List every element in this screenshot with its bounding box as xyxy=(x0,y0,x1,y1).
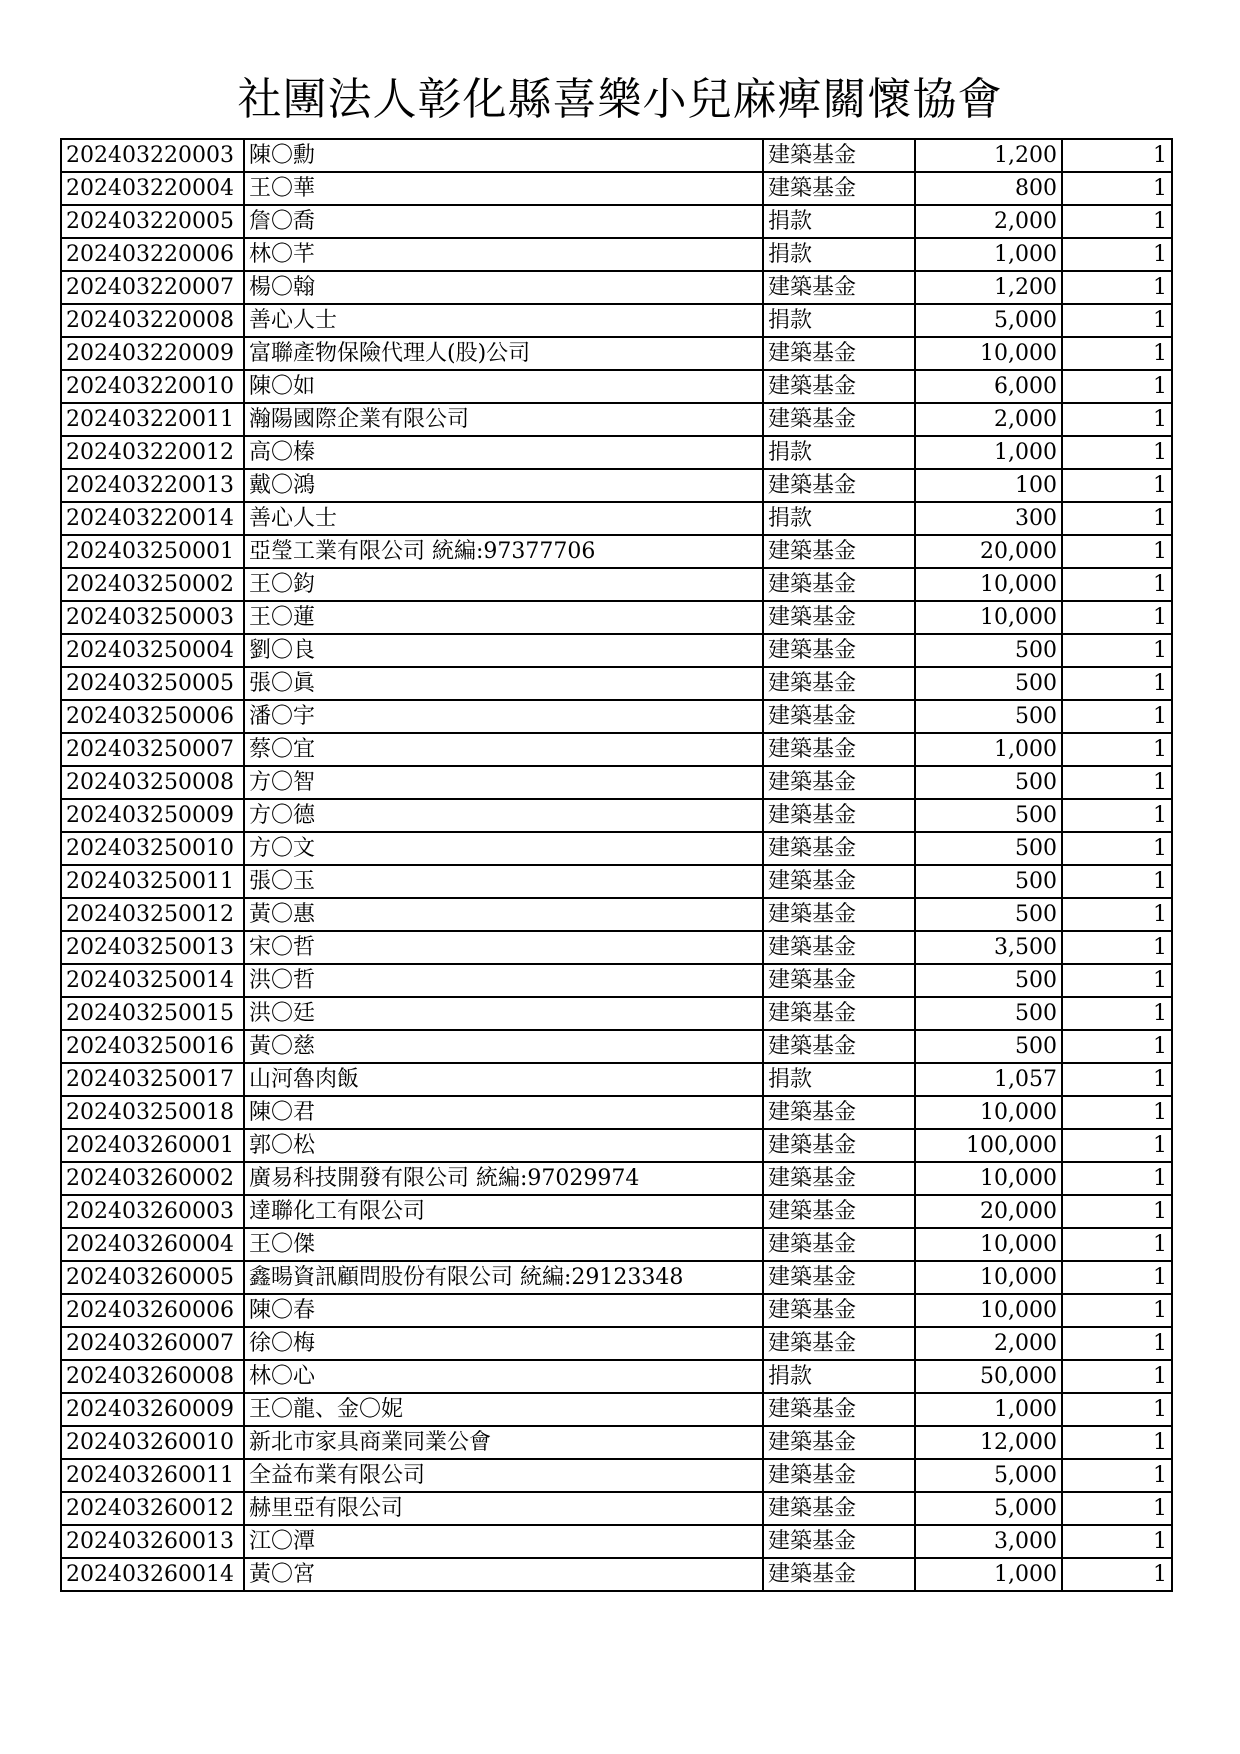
table-row xyxy=(61,205,1172,238)
donor-name-cell: 徐〇梅 xyxy=(244,1327,763,1360)
table-row xyxy=(61,1228,1172,1261)
count-cell: 1 xyxy=(1062,1525,1172,1558)
table-row xyxy=(61,139,1172,172)
receipt-number-cell: 202403220005 xyxy=(61,205,244,238)
donor-name-cell: 張〇玉 xyxy=(244,865,763,898)
count-cell: 1 xyxy=(1062,898,1172,931)
table-row xyxy=(61,1195,1172,1228)
donation-type-cell: 建築基金 xyxy=(763,1162,915,1195)
amount-cell: 500 xyxy=(915,667,1062,700)
table-row xyxy=(61,436,1172,469)
donation-type-cell: 建築基金 xyxy=(763,733,915,766)
table-row xyxy=(61,271,1172,304)
donation-type-cell: 捐款 xyxy=(763,1360,915,1393)
count-cell: 1 xyxy=(1062,1261,1172,1294)
receipt-number-cell: 202403260002 xyxy=(61,1162,244,1195)
donor-name-cell: 高〇榛 xyxy=(244,436,763,469)
donor-name-cell: 江〇潭 xyxy=(244,1525,763,1558)
amount-cell: 3,500 xyxy=(915,931,1062,964)
amount-cell: 1,057 xyxy=(915,1063,1062,1096)
count-cell: 1 xyxy=(1062,799,1172,832)
donor-name-cell: 陳〇春 xyxy=(244,1294,763,1327)
donation-type-cell: 建築基金 xyxy=(763,139,915,172)
donor-name-cell: 富聯產物保險代理人(股)公司 xyxy=(244,337,763,370)
receipt-number-cell: 202403250018 xyxy=(61,1096,244,1129)
donor-name-cell: 王〇龍、金〇妮 xyxy=(244,1393,763,1426)
count-cell: 1 xyxy=(1062,1459,1172,1492)
donor-name-cell: 善心人士 xyxy=(244,304,763,337)
amount-cell: 1,000 xyxy=(915,436,1062,469)
receipt-number-cell: 202403220010 xyxy=(61,370,244,403)
table-row xyxy=(61,502,1172,535)
count-cell: 1 xyxy=(1062,1492,1172,1525)
amount-cell: 10,000 xyxy=(915,568,1062,601)
receipt-number-cell: 202403220006 xyxy=(61,238,244,271)
receipt-number-cell: 202403220003 xyxy=(61,139,244,172)
table-row xyxy=(61,1393,1172,1426)
donor-name-cell: 劉〇良 xyxy=(244,634,763,667)
receipt-number-cell: 202403260009 xyxy=(61,1393,244,1426)
donation-type-cell: 建築基金 xyxy=(763,469,915,502)
count-cell: 1 xyxy=(1062,865,1172,898)
donation-type-cell: 建築基金 xyxy=(763,1459,915,1492)
table-row xyxy=(61,1129,1172,1162)
donation-type-cell: 建築基金 xyxy=(763,535,915,568)
table-row xyxy=(61,667,1172,700)
count-cell: 1 xyxy=(1062,700,1172,733)
donation-type-cell: 建築基金 xyxy=(763,337,915,370)
table-row xyxy=(61,832,1172,865)
receipt-number-cell: 202403220012 xyxy=(61,436,244,469)
receipt-number-cell: 202403220009 xyxy=(61,337,244,370)
amount-cell: 10,000 xyxy=(915,1261,1062,1294)
donor-name-cell: 蔡〇宜 xyxy=(244,733,763,766)
count-cell: 1 xyxy=(1062,436,1172,469)
count-cell: 1 xyxy=(1062,502,1172,535)
donor-name-cell: 亞瑩工業有限公司 統編:97377706 xyxy=(244,535,763,568)
donor-name-cell: 黃〇惠 xyxy=(244,898,763,931)
receipt-number-cell: 202403250009 xyxy=(61,799,244,832)
donation-type-cell: 建築基金 xyxy=(763,568,915,601)
donor-name-cell: 全益布業有限公司 xyxy=(244,1459,763,1492)
receipt-number-cell: 202403250011 xyxy=(61,865,244,898)
amount-cell: 5,000 xyxy=(915,1492,1062,1525)
amount-cell: 1,000 xyxy=(915,733,1062,766)
donation-type-cell: 建築基金 xyxy=(763,667,915,700)
donation-type-cell: 建築基金 xyxy=(763,1261,915,1294)
receipt-number-cell: 202403260005 xyxy=(61,1261,244,1294)
table-row xyxy=(61,1096,1172,1129)
donation-type-cell: 建築基金 xyxy=(763,1129,915,1162)
amount-cell: 1,200 xyxy=(915,139,1062,172)
count-cell: 1 xyxy=(1062,1162,1172,1195)
amount-cell: 500 xyxy=(915,1030,1062,1063)
table-row xyxy=(61,1162,1172,1195)
count-cell: 1 xyxy=(1062,172,1172,205)
amount-cell: 2,000 xyxy=(915,403,1062,436)
count-cell: 1 xyxy=(1062,1096,1172,1129)
receipt-number-cell: 202403250017 xyxy=(61,1063,244,1096)
donation-type-cell: 建築基金 xyxy=(763,898,915,931)
receipt-number-cell: 202403220004 xyxy=(61,172,244,205)
count-cell: 1 xyxy=(1062,271,1172,304)
count-cell: 1 xyxy=(1062,1294,1172,1327)
page-title: 社團法人彰化縣喜樂小兒麻痺關懷協會 xyxy=(237,74,1003,125)
donation-type-cell: 建築基金 xyxy=(763,1327,915,1360)
donor-name-cell: 方〇文 xyxy=(244,832,763,865)
amount-cell: 300 xyxy=(915,502,1062,535)
count-cell: 1 xyxy=(1062,1030,1172,1063)
donation-type-cell: 建築基金 xyxy=(763,1525,915,1558)
count-cell: 1 xyxy=(1062,568,1172,601)
donation-type-cell: 建築基金 xyxy=(763,403,915,436)
donor-name-cell: 張〇眞 xyxy=(244,667,763,700)
donation-table-body xyxy=(61,139,1172,1591)
amount-cell: 500 xyxy=(915,964,1062,997)
donation-table xyxy=(60,138,1173,1592)
amount-cell: 500 xyxy=(915,997,1062,1030)
donation-type-cell: 建築基金 xyxy=(763,370,915,403)
receipt-number-cell: 202403260012 xyxy=(61,1492,244,1525)
receipt-number-cell: 202403250012 xyxy=(61,898,244,931)
receipt-number-cell: 202403250007 xyxy=(61,733,244,766)
count-cell: 1 xyxy=(1062,337,1172,370)
donor-name-cell: 黃〇宮 xyxy=(244,1558,763,1591)
count-cell: 1 xyxy=(1062,667,1172,700)
donation-type-cell: 建築基金 xyxy=(763,634,915,667)
donation-type-cell: 建築基金 xyxy=(763,865,915,898)
count-cell: 1 xyxy=(1062,733,1172,766)
table-row xyxy=(61,1294,1172,1327)
amount-cell: 5,000 xyxy=(915,1459,1062,1492)
receipt-number-cell: 202403260004 xyxy=(61,1228,244,1261)
table-row xyxy=(61,931,1172,964)
receipt-number-cell: 202403250010 xyxy=(61,832,244,865)
table-row xyxy=(61,601,1172,634)
count-cell: 1 xyxy=(1062,997,1172,1030)
donor-name-cell: 潘〇宇 xyxy=(244,700,763,733)
table-row xyxy=(61,304,1172,337)
donor-name-cell: 陳〇如 xyxy=(244,370,763,403)
table-row xyxy=(61,1459,1172,1492)
table-row xyxy=(61,1426,1172,1459)
donor-name-cell: 新北市家具商業同業公會 xyxy=(244,1426,763,1459)
receipt-number-cell: 202403250013 xyxy=(61,931,244,964)
table-row xyxy=(61,997,1172,1030)
count-cell: 1 xyxy=(1062,1426,1172,1459)
receipt-number-cell: 202403220007 xyxy=(61,271,244,304)
donor-name-cell: 楊〇翰 xyxy=(244,271,763,304)
amount-cell: 2,000 xyxy=(915,205,1062,238)
receipt-number-cell: 202403250005 xyxy=(61,667,244,700)
donation-type-cell: 建築基金 xyxy=(763,1228,915,1261)
donation-type-cell: 建築基金 xyxy=(763,1030,915,1063)
donation-type-cell: 建築基金 xyxy=(763,172,915,205)
receipt-number-cell: 202403220013 xyxy=(61,469,244,502)
amount-cell: 500 xyxy=(915,766,1062,799)
count-cell: 1 xyxy=(1062,634,1172,667)
table-row xyxy=(61,1261,1172,1294)
receipt-number-cell: 202403250015 xyxy=(61,997,244,1030)
table-row xyxy=(61,1030,1172,1063)
amount-cell: 1,000 xyxy=(915,238,1062,271)
donor-name-cell: 方〇智 xyxy=(244,766,763,799)
table-row xyxy=(61,865,1172,898)
table-row xyxy=(61,1492,1172,1525)
donation-type-cell: 建築基金 xyxy=(763,601,915,634)
receipt-number-cell: 202403250002 xyxy=(61,568,244,601)
count-cell: 1 xyxy=(1062,1327,1172,1360)
amount-cell: 500 xyxy=(915,832,1062,865)
donor-name-cell: 陳〇君 xyxy=(244,1096,763,1129)
donor-name-cell: 廣易科技開發有限公司 統編:97029974 xyxy=(244,1162,763,1195)
receipt-number-cell: 202403260013 xyxy=(61,1525,244,1558)
receipt-number-cell: 202403250008 xyxy=(61,766,244,799)
count-cell: 1 xyxy=(1062,238,1172,271)
table-row xyxy=(61,766,1172,799)
table-row xyxy=(61,568,1172,601)
receipt-number-cell: 202403260008 xyxy=(61,1360,244,1393)
receipt-number-cell: 202403260011 xyxy=(61,1459,244,1492)
donation-type-cell: 捐款 xyxy=(763,436,915,469)
donation-type-cell: 建築基金 xyxy=(763,271,915,304)
donor-name-cell: 黃〇慈 xyxy=(244,1030,763,1063)
amount-cell: 500 xyxy=(915,700,1062,733)
donor-name-cell: 山河魯肉飯 xyxy=(244,1063,763,1096)
amount-cell: 1,000 xyxy=(915,1393,1062,1426)
table-row xyxy=(61,799,1172,832)
amount-cell: 10,000 xyxy=(915,337,1062,370)
amount-cell: 10,000 xyxy=(915,1162,1062,1195)
receipt-number-cell: 202403220011 xyxy=(61,403,244,436)
donor-name-cell: 鑫暘資訊顧問股份有限公司 統編:29123348 xyxy=(244,1261,763,1294)
receipt-number-cell: 202403260003 xyxy=(61,1195,244,1228)
donor-name-cell: 郭〇松 xyxy=(244,1129,763,1162)
count-cell: 1 xyxy=(1062,1063,1172,1096)
donor-name-cell: 王〇華 xyxy=(244,172,763,205)
receipt-number-cell: 202403250014 xyxy=(61,964,244,997)
donation-type-cell: 建築基金 xyxy=(763,700,915,733)
count-cell: 1 xyxy=(1062,832,1172,865)
donation-type-cell: 捐款 xyxy=(763,1063,915,1096)
donation-type-cell: 建築基金 xyxy=(763,1195,915,1228)
donor-name-cell: 詹〇喬 xyxy=(244,205,763,238)
donor-name-cell: 王〇傑 xyxy=(244,1228,763,1261)
donation-type-cell: 捐款 xyxy=(763,502,915,535)
donor-name-cell: 洪〇哲 xyxy=(244,964,763,997)
donor-name-cell: 陳〇勳 xyxy=(244,139,763,172)
donor-name-cell: 戴〇鴻 xyxy=(244,469,763,502)
count-cell: 1 xyxy=(1062,403,1172,436)
amount-cell: 50,000 xyxy=(915,1360,1062,1393)
donation-type-cell: 建築基金 xyxy=(763,964,915,997)
donor-name-cell: 洪〇廷 xyxy=(244,997,763,1030)
donor-name-cell: 王〇蓮 xyxy=(244,601,763,634)
count-cell: 1 xyxy=(1062,1228,1172,1261)
count-cell: 1 xyxy=(1062,370,1172,403)
count-cell: 1 xyxy=(1062,1393,1172,1426)
count-cell: 1 xyxy=(1062,304,1172,337)
table-row xyxy=(61,1525,1172,1558)
donation-type-cell: 捐款 xyxy=(763,304,915,337)
amount-cell: 5,000 xyxy=(915,304,1062,337)
amount-cell: 10,000 xyxy=(915,1096,1062,1129)
receipt-number-cell: 202403260006 xyxy=(61,1294,244,1327)
amount-cell: 800 xyxy=(915,172,1062,205)
donor-name-cell: 善心人士 xyxy=(244,502,763,535)
donation-type-cell: 建築基金 xyxy=(763,1492,915,1525)
table-row xyxy=(61,1360,1172,1393)
receipt-number-cell: 202403250006 xyxy=(61,700,244,733)
donation-type-cell: 建築基金 xyxy=(763,766,915,799)
receipt-number-cell: 202403260014 xyxy=(61,1558,244,1591)
donor-name-cell: 林〇芊 xyxy=(244,238,763,271)
table-row xyxy=(61,1327,1172,1360)
count-cell: 1 xyxy=(1062,964,1172,997)
count-cell: 1 xyxy=(1062,931,1172,964)
amount-cell: 3,000 xyxy=(915,1525,1062,1558)
table-row xyxy=(61,469,1172,502)
amount-cell: 500 xyxy=(915,898,1062,931)
table-row xyxy=(61,370,1172,403)
donation-type-cell: 建築基金 xyxy=(763,1393,915,1426)
donation-type-cell: 捐款 xyxy=(763,238,915,271)
table-row xyxy=(61,1558,1172,1591)
table-row xyxy=(61,733,1172,766)
table-row xyxy=(61,634,1172,667)
count-cell: 1 xyxy=(1062,205,1172,238)
amount-cell: 1,000 xyxy=(915,1558,1062,1591)
donor-name-cell: 宋〇哲 xyxy=(244,931,763,964)
count-cell: 1 xyxy=(1062,139,1172,172)
amount-cell: 10,000 xyxy=(915,1228,1062,1261)
count-cell: 1 xyxy=(1062,601,1172,634)
donation-type-cell: 建築基金 xyxy=(763,1426,915,1459)
receipt-number-cell: 202403220014 xyxy=(61,502,244,535)
receipt-number-cell: 202403260001 xyxy=(61,1129,244,1162)
donation-type-cell: 建築基金 xyxy=(763,799,915,832)
table-row xyxy=(61,337,1172,370)
donation-type-cell: 建築基金 xyxy=(763,832,915,865)
amount-cell: 20,000 xyxy=(915,535,1062,568)
donor-name-cell: 瀚陽國際企業有限公司 xyxy=(244,403,763,436)
donor-name-cell: 王〇鈞 xyxy=(244,568,763,601)
receipt-number-cell: 202403220008 xyxy=(61,304,244,337)
donation-type-cell: 捐款 xyxy=(763,205,915,238)
count-cell: 1 xyxy=(1062,1558,1172,1591)
amount-cell: 1,200 xyxy=(915,271,1062,304)
count-cell: 1 xyxy=(1062,469,1172,502)
table-row xyxy=(61,238,1172,271)
receipt-number-cell: 202403260007 xyxy=(61,1327,244,1360)
amount-cell: 100 xyxy=(915,469,1062,502)
amount-cell: 10,000 xyxy=(915,1294,1062,1327)
table-row xyxy=(61,172,1172,205)
donor-name-cell: 赫里亞有限公司 xyxy=(244,1492,763,1525)
amount-cell: 6,000 xyxy=(915,370,1062,403)
donation-type-cell: 建築基金 xyxy=(763,1558,915,1591)
receipt-number-cell: 202403250001 xyxy=(61,535,244,568)
count-cell: 1 xyxy=(1062,766,1172,799)
receipt-number-cell: 202403250003 xyxy=(61,601,244,634)
count-cell: 1 xyxy=(1062,1360,1172,1393)
table-row xyxy=(61,1063,1172,1096)
donor-name-cell: 方〇德 xyxy=(244,799,763,832)
donation-type-cell: 建築基金 xyxy=(763,1294,915,1327)
receipt-number-cell: 202403260010 xyxy=(61,1426,244,1459)
amount-cell: 20,000 xyxy=(915,1195,1062,1228)
table-row xyxy=(61,700,1172,733)
receipt-number-cell: 202403250016 xyxy=(61,1030,244,1063)
amount-cell: 500 xyxy=(915,799,1062,832)
count-cell: 1 xyxy=(1062,1129,1172,1162)
donor-name-cell: 林〇心 xyxy=(244,1360,763,1393)
table-row xyxy=(61,403,1172,436)
amount-cell: 12,000 xyxy=(915,1426,1062,1459)
table-row xyxy=(61,535,1172,568)
count-cell: 1 xyxy=(1062,1195,1172,1228)
amount-cell: 100,000 xyxy=(915,1129,1062,1162)
amount-cell: 500 xyxy=(915,634,1062,667)
table-row xyxy=(61,898,1172,931)
amount-cell: 10,000 xyxy=(915,601,1062,634)
donation-type-cell: 建築基金 xyxy=(763,1096,915,1129)
table-row xyxy=(61,964,1172,997)
amount-cell: 500 xyxy=(915,865,1062,898)
donation-type-cell: 建築基金 xyxy=(763,997,915,1030)
donation-type-cell: 建築基金 xyxy=(763,931,915,964)
amount-cell: 2,000 xyxy=(915,1327,1062,1360)
donor-name-cell: 達聯化工有限公司 xyxy=(244,1195,763,1228)
count-cell: 1 xyxy=(1062,535,1172,568)
receipt-number-cell: 202403250004 xyxy=(61,634,244,667)
